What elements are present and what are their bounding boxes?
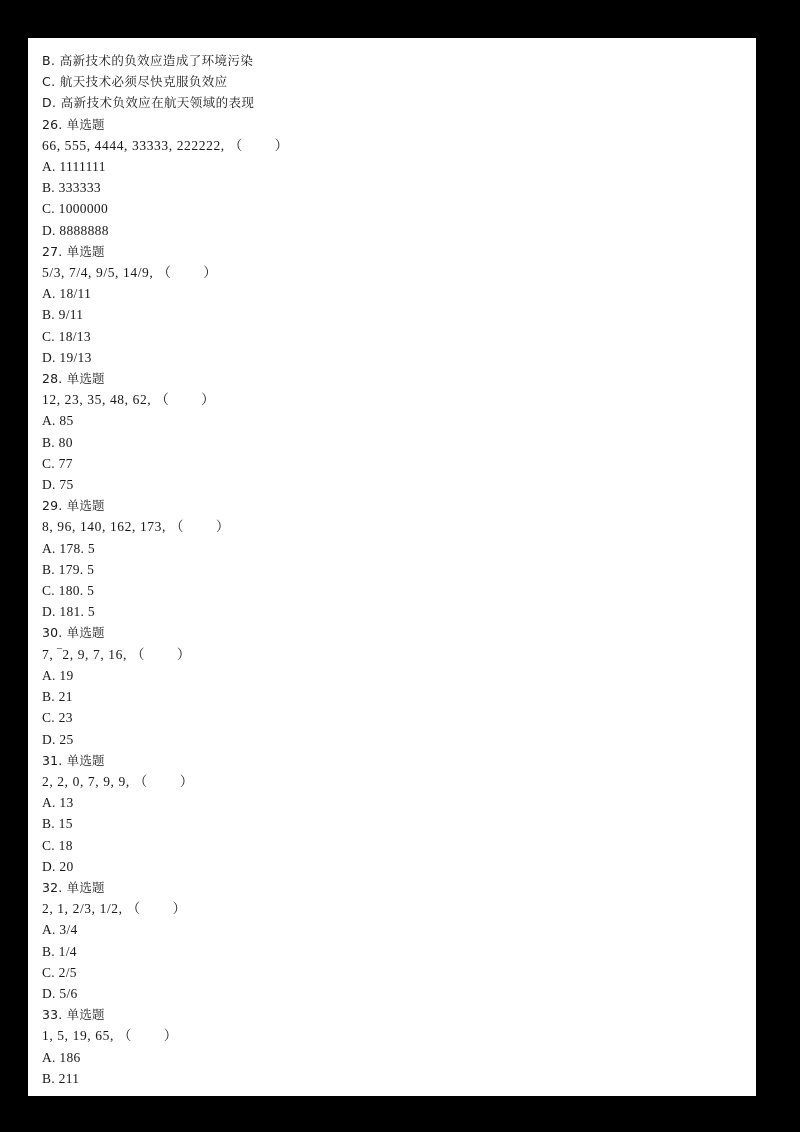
question-stem: 12, 23, 35, 48, 62, （ ） [42,392,216,408]
answer-choice: A. 186 [42,1049,81,1065]
answer-choice: B. 1/4 [42,943,77,959]
answer-choice: B. 80 [42,434,73,450]
question-stem: 7, ‾2, 9, 7, 16, （ ） [42,646,191,662]
question-header: 32. 单选题 [42,879,105,895]
question-stem: 8, 96, 140, 162, 173, （ ） [42,519,230,535]
answer-choice: D. 181. 5 [42,604,95,620]
answer-choice: C. 77 [42,455,73,471]
question-header: 33. 单选题 [42,1007,105,1023]
answer-choice: A. 1111111 [42,159,106,175]
answer-choice: D. 8888888 [42,222,109,238]
answer-choice: A. 3/4 [42,922,78,938]
answer-choice: B. 9/11 [42,307,84,323]
question-header: 27. 单选题 [42,243,105,259]
answer-choice: C. 18 [42,837,73,853]
answer-choice: C. 2/5 [42,964,77,980]
question-header: 30. 单选题 [42,625,105,641]
question-stem: 2, 2, 0, 7, 9, 9, （ ） [42,773,194,789]
answer-choice: D. 75 [42,477,74,493]
answer-choice: A. 19 [42,667,74,683]
answer-choice: A. 178. 5 [42,540,95,556]
answer-choice: D. 高新技术负效应在航天领域的表现 [42,95,255,111]
answer-choice: B. 高新技术的负效应造成了环境污染 [42,53,254,68]
answer-choice: B. 333333 [42,180,101,196]
question-header: 28. 单选题 [42,371,105,387]
question-stem: 1, 5, 19, 65, （ ） [42,1028,178,1044]
document-content [28,38,756,1089]
answer-choice: D. 19/13 [42,349,92,365]
answer-choice: D. 20 [42,858,74,874]
answer-choice: A. 18/11 [42,286,92,302]
question-header: 31. 单选题 [42,752,105,768]
question-stem: 66, 555, 4444, 33333, 222222, （ ） [42,137,289,153]
answer-choice: B. 179. 5 [42,561,95,577]
document-page [28,38,756,1096]
question-stem: 2, 1, 2/3, 1/2, （ ） [42,901,187,917]
answer-choice: C. 航天技术必须尽快克服负效应 [42,74,228,90]
answer-choice: B. 21 [42,689,73,705]
answer-choice: D. 5/6 [42,985,78,1001]
question-header: 29. 单选题 [42,498,105,514]
answer-choice: B. 211 [42,1070,80,1086]
answer-choice: C. 23 [42,710,73,726]
answer-choice: C. 1000000 [42,201,109,217]
answer-choice: C. 180. 5 [42,583,95,599]
answer-choice: D. 25 [42,731,74,747]
question-stem: 5/3, 7/4, 9/5, 14/9, （ ） [42,265,218,281]
answer-choice: A. 85 [42,413,74,429]
answer-choice: A. 13 [42,795,74,811]
question-header: 26. 单选题 [42,116,105,132]
answer-choice: C. 18/13 [42,328,91,344]
answer-choice: B. 15 [42,816,73,832]
